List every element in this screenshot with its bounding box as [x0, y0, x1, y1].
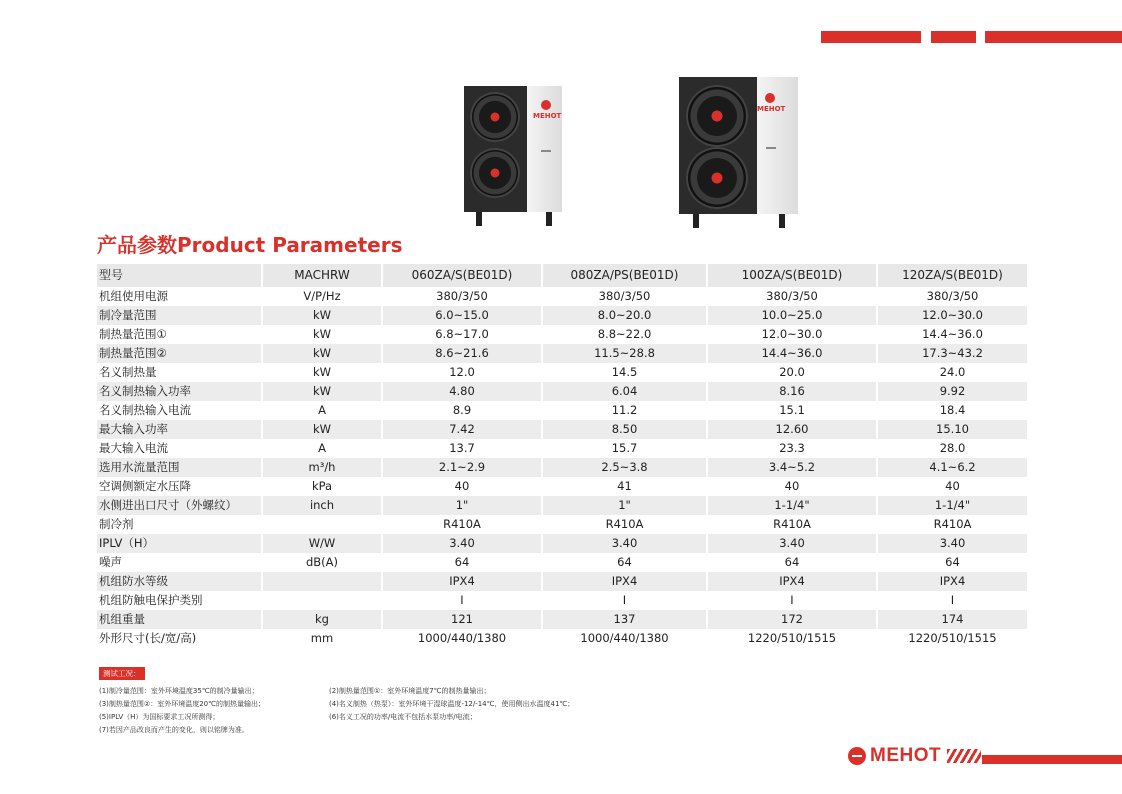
value-cell: 172 [707, 610, 877, 629]
value-cell: 380/3/50 [542, 287, 707, 306]
product-parameters-table [97, 264, 1027, 648]
unit-cell: W/W [262, 534, 382, 553]
value-cell: 11.2 [542, 401, 707, 420]
value-cell: I [877, 591, 1027, 610]
value-cell: 10.0~25.0 [707, 306, 877, 325]
value-cell: 174 [877, 610, 1027, 629]
value-cell: 15.10 [877, 420, 1027, 439]
value-cell: 12.0~30.0 [877, 306, 1027, 325]
value-cell: 64 [877, 553, 1027, 572]
value-cell: IPX4 [877, 572, 1027, 591]
table-row [97, 572, 1027, 591]
value-cell: R410A [542, 515, 707, 534]
product-logo: MEHOT [533, 112, 562, 120]
column-header: 120ZA/S(BE01D) [877, 264, 1027, 287]
value-cell: 12.60 [707, 420, 877, 439]
unit-cell: A [262, 401, 382, 420]
note-item: (6)名义工况的功率/电流不包括水泵功率/电流； [329, 713, 477, 721]
value-cell: 15.1 [707, 401, 877, 420]
value-cell: 12.0 [382, 363, 542, 382]
row-label: IPLV（H） [97, 534, 262, 553]
unit-cell: kW [262, 344, 382, 363]
note-item: (7)若因产品改良而产生的变化，则以铭牌为准。 [99, 726, 249, 734]
brand-stripes-icon [947, 749, 981, 763]
top-accent-bar [821, 31, 921, 43]
column-header: 080ZA/PS(BE01D) [542, 264, 707, 287]
value-cell: 1-1/4" [877, 496, 1027, 515]
value-cell: 15.7 [542, 439, 707, 458]
row-label: 机组使用电源 [99, 289, 168, 303]
value-cell: 3.40 [382, 534, 542, 553]
value-cell: 12.0~30.0 [707, 325, 877, 344]
table-header-row [97, 264, 1027, 287]
value-cell: 380/3/50 [877, 287, 1027, 306]
value-cell: 2.1~2.9 [382, 458, 542, 477]
column-header: 型号 [97, 264, 262, 287]
notes-tag: 测试工况： [99, 667, 145, 680]
table-row [97, 553, 1027, 572]
value-cell: 64 [542, 553, 707, 572]
brand-name: MEHOT [870, 745, 942, 766]
value-cell: 3.40 [877, 534, 1027, 553]
brand-circle-icon [848, 747, 866, 765]
value-cell: 8.8~22.0 [542, 325, 707, 344]
table-row [97, 458, 1027, 477]
value-cell: 28.0 [877, 439, 1027, 458]
row-label: 制冷剂 [99, 517, 134, 531]
row-label: 选用水流量范围 [97, 458, 262, 477]
unit-cell: kg [262, 610, 382, 629]
table-row [97, 515, 1027, 534]
row-label: 外形尺寸(长/宽/高) [99, 631, 197, 645]
top-accent-bar [931, 31, 976, 43]
value-cell: 4.80 [382, 382, 542, 401]
value-cell: 64 [707, 553, 877, 572]
value-cell: 121 [382, 610, 542, 629]
unit-cell: V/P/Hz [262, 287, 382, 306]
row-label: 最大输入电流 [99, 441, 168, 455]
table-row [97, 420, 1027, 439]
value-cell: 14.5 [542, 363, 707, 382]
table-row [97, 591, 1027, 610]
unit-cell: kW [262, 382, 382, 401]
note-item: (1)制冷量范围：室外环境温度35℃的制冷量输出； [99, 687, 259, 695]
column-header: 060ZA/S(BE01D) [382, 264, 542, 287]
unit-cell [262, 591, 382, 610]
value-cell: 8.16 [707, 382, 877, 401]
row-label: 制热量范围② [97, 344, 262, 363]
unit-cell [262, 515, 382, 534]
value-cell: 64 [382, 553, 542, 572]
table-row [97, 401, 1027, 420]
bottom-accent-bar [982, 755, 1122, 764]
unit-cell: mm [262, 629, 382, 648]
value-cell: R410A [877, 515, 1027, 534]
unit-cell: kW [262, 306, 382, 325]
value-cell: 24.0 [877, 363, 1027, 382]
unit-cell: kPa [262, 477, 382, 496]
value-cell: 1" [542, 496, 707, 515]
value-cell: 17.3~43.2 [877, 344, 1027, 363]
value-cell: 3.4~5.2 [707, 458, 877, 477]
value-cell: 40 [707, 477, 877, 496]
table-row [97, 382, 1027, 401]
value-cell: 20.0 [707, 363, 877, 382]
row-label: 水侧进出口尺寸（外螺纹） [97, 496, 262, 515]
value-cell: 11.5~28.8 [542, 344, 707, 363]
row-label: 噪声 [99, 555, 122, 569]
brand-logo [848, 745, 981, 767]
table-row [97, 496, 1027, 515]
value-cell: 380/3/50 [382, 287, 542, 306]
value-cell: 1220/510/1515 [877, 629, 1027, 648]
table-row [97, 363, 1027, 382]
value-cell: 9.92 [877, 382, 1027, 401]
value-cell: 23.3 [707, 439, 877, 458]
value-cell: 40 [877, 477, 1027, 496]
value-cell: 40 [382, 477, 542, 496]
value-cell: 1000/440/1380 [542, 629, 707, 648]
table-row [97, 325, 1027, 344]
value-cell: 8.9 [382, 401, 542, 420]
unit-cell: kW [262, 363, 382, 382]
value-cell: 1000/440/1380 [382, 629, 542, 648]
value-cell: 1220/510/1515 [707, 629, 877, 648]
value-cell: I [542, 591, 707, 610]
row-label: 名义制热量 [99, 365, 157, 379]
value-cell: 2.5~3.8 [542, 458, 707, 477]
row-label: 最大输入功率 [97, 420, 262, 439]
value-cell: 8.0~20.0 [542, 306, 707, 325]
value-cell: 4.1~6.2 [877, 458, 1027, 477]
value-cell: 3.40 [542, 534, 707, 553]
column-header: 100ZA/S(BE01D) [707, 264, 877, 287]
value-cell: 8.6~21.6 [382, 344, 542, 363]
row-label: 名义制热输入电流 [99, 403, 191, 417]
table-row [97, 629, 1027, 648]
value-cell: 14.4~36.0 [707, 344, 877, 363]
row-label: 空调侧额定水压降 [99, 479, 191, 493]
value-cell: 8.50 [542, 420, 707, 439]
table-row [97, 306, 1027, 325]
row-label: 机组重量 [97, 610, 262, 629]
top-accent-bar [985, 31, 1122, 43]
value-cell: IPX4 [707, 572, 877, 591]
value-cell: 13.7 [382, 439, 542, 458]
page-title: 产品参数Product Parameters [97, 233, 403, 257]
value-cell: 137 [542, 610, 707, 629]
table-row [97, 287, 1027, 306]
unit-cell: A [262, 439, 382, 458]
value-cell: I [707, 591, 877, 610]
value-cell: R410A [382, 515, 542, 534]
value-cell: 1" [382, 496, 542, 515]
unit-cell [262, 572, 382, 591]
note-item: (3)制热量范围②：室外环境温度20℃的制热量输出； [99, 700, 265, 708]
unit-cell: inch [262, 496, 382, 515]
value-cell: 14.4~36.0 [877, 325, 1027, 344]
value-cell: 1-1/4" [707, 496, 877, 515]
table-row [97, 344, 1027, 363]
value-cell: IPX4 [382, 572, 542, 591]
value-cell: 7.42 [382, 420, 542, 439]
unit-cell: dB(A) [262, 553, 382, 572]
table-row [97, 477, 1027, 496]
product-logo: MEHOT [757, 105, 786, 113]
unit-cell: m³/h [262, 458, 382, 477]
value-cell: 18.4 [877, 401, 1027, 420]
row-label: 制冷量范围 [97, 306, 262, 325]
value-cell: IPX4 [542, 572, 707, 591]
row-label: 制热量范围① [99, 327, 167, 341]
value-cell: 41 [542, 477, 707, 496]
row-label: 机组防水等级 [97, 572, 262, 591]
value-cell: 3.40 [707, 534, 877, 553]
test-conditions-notes [99, 667, 575, 738]
unit-cell: kW [262, 325, 382, 344]
table-row [97, 439, 1027, 458]
row-label: 名义制热输入功率 [97, 382, 262, 401]
column-header: MACHRW [262, 264, 382, 287]
value-cell: 380/3/50 [707, 287, 877, 306]
value-cell: R410A [707, 515, 877, 534]
value-cell: 6.04 [542, 382, 707, 401]
table-row [97, 610, 1027, 629]
table-row [97, 534, 1027, 553]
note-item: (2)制热量范围①：室外环境温度7℃的制热量输出； [329, 687, 491, 695]
product-image-small-unit [464, 86, 562, 226]
note-item: (5)IPLV（H）为国标要求工况所测得； [99, 713, 220, 721]
row-label: 机组防触电保护类别 [99, 593, 203, 607]
product-image-large-unit [679, 77, 798, 228]
value-cell: 6.8~17.0 [382, 325, 542, 344]
note-item: (4)名义制热（热泵）：室外环境干湿球温度-12/-14℃，使用侧出水温度41℃； [329, 700, 575, 708]
unit-cell: kW [262, 420, 382, 439]
value-cell: I [382, 591, 542, 610]
value-cell: 6.0~15.0 [382, 306, 542, 325]
